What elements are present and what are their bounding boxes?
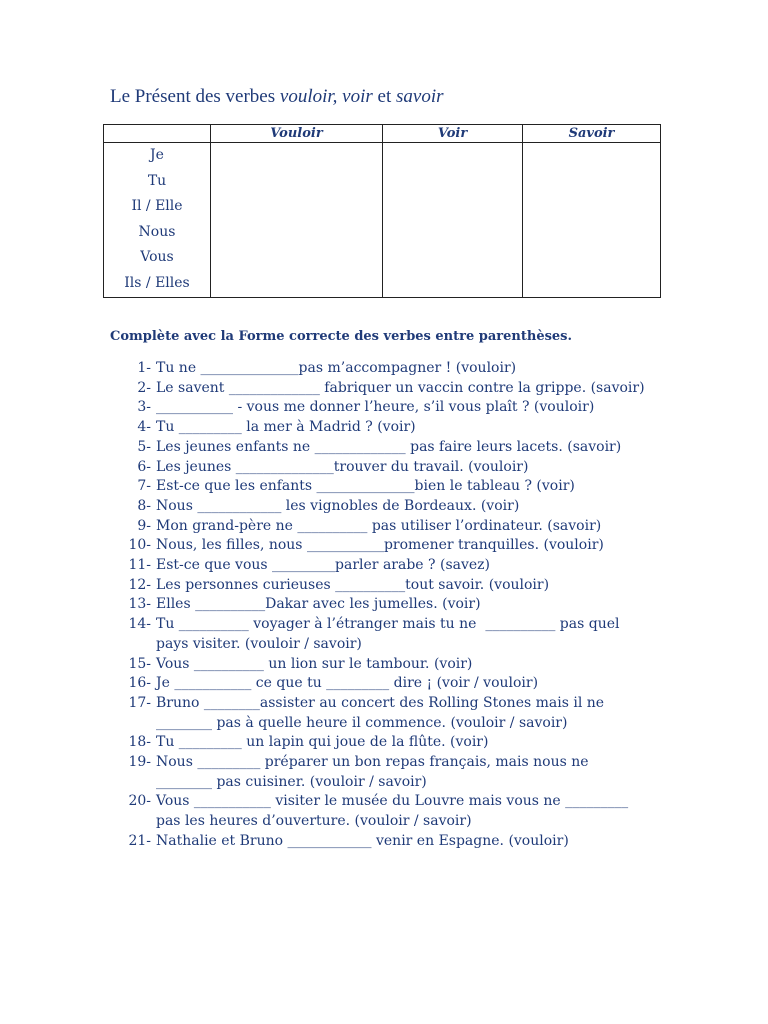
exercise-text: Tu __________ voyager à l’étranger mais tu ne __________ pas quel pays visiter. (vouloir / savoir) — [156, 616, 624, 652]
exercise-number: 19- — [128, 754, 151, 771]
exercise-item — [0, 556, 646, 576]
exercise-text: Est-ce que vous _________parler arabe ? (savez) — [156, 557, 491, 574]
exercise-number: 3- — [137, 399, 151, 416]
exercise-text: Le savent _____________ fabriquer un vaccin contre la grippe. (savoir) — [156, 379, 645, 396]
exercise-number: 12- — [128, 576, 151, 593]
exercise-text: Nous _________ préparer un bon repas français, mais nous ne ________ pas cuisiner. (vouloir / savoir) — [156, 754, 593, 790]
exercise-text: ___________ - vous me donner l’heure, s’il vous plaît ? (vouloir) — [156, 399, 595, 416]
pronoun-nous: Nous — [138, 223, 176, 240]
vouloir-answer-cell[interactable] — [211, 143, 383, 298]
title-conjunction: et — [372, 86, 396, 107]
savoir-answer-cell[interactable] — [523, 143, 661, 298]
exercise-item — [0, 615, 646, 654]
exercise-text: Mon grand-père ne __________ pas utiliser l’ordinateur. (savoir) — [156, 517, 602, 534]
exercise-list — [0, 359, 646, 852]
exercise-number: 18- — [128, 734, 151, 751]
exercise-item — [0, 753, 646, 792]
exercise-item — [0, 497, 646, 517]
exercise-item — [0, 832, 646, 852]
exercise-text: Tu _________ un lapin qui joue de la flûte. (voir) — [156, 734, 489, 751]
exercise-number: 14- — [128, 616, 151, 633]
exercise-number: 1- — [137, 360, 151, 376]
exercise-number: 7- — [137, 478, 151, 495]
exercise-item — [0, 517, 646, 537]
exercise-text: Bruno ________assister au concert des Rolling Stones mais il ne ________ pas à quelle heure il commence. (vouloir / savoir) — [156, 694, 609, 731]
voir-answer-cell[interactable] — [383, 143, 523, 298]
exercise-text: Nous, les filles, nous ___________promener tranquilles. (vouloir) — [156, 537, 604, 554]
table-body-row — [104, 143, 661, 298]
title-text: Le Présent des verbes — [110, 86, 280, 107]
exercise-number: 16- — [128, 675, 151, 692]
exercise-item — [0, 792, 646, 831]
exercise-number: 11- — [128, 557, 151, 574]
exercise-number: 6- — [137, 458, 151, 475]
exercise-item — [0, 655, 646, 675]
exercise-number: 4- — [137, 419, 151, 436]
exercise-item — [0, 458, 646, 478]
title-verb-voir: voir — [342, 86, 373, 107]
exercise-number: 2- — [137, 379, 151, 396]
pronoun-il-elle: Il / Elle — [131, 198, 183, 215]
title-verb-vouloir: vouloir, — [279, 86, 338, 107]
exercise-item — [0, 438, 646, 458]
exercise-text: Les personnes curieuses __________tout savoir. (vouloir) — [156, 576, 550, 593]
exercise-text: Tu _________ la mer à Madrid ? (voir) — [156, 419, 416, 436]
exercise-text: Les jeunes enfants ne _____________ pas faire leurs lacets. (savoir) — [156, 438, 622, 455]
exercise-item — [0, 674, 646, 694]
header-empty — [104, 125, 211, 143]
exercise-number: 17- — [128, 694, 151, 711]
exercise-item — [0, 359, 646, 379]
exercise-number: 10- — [128, 537, 151, 554]
exercise-number: 5- — [137, 438, 151, 455]
table-header-row — [104, 125, 661, 143]
exercise-text: Je ___________ ce que tu _________ dire ¡ (voir / vouloir) — [156, 675, 539, 692]
exercise-item — [0, 595, 646, 615]
pronoun-je: Je — [150, 147, 164, 163]
exercise-item — [0, 536, 646, 556]
exercise-text: Vous __________ un lion sur le tambour. (voir) — [156, 655, 473, 672]
exercise-text: Elles __________Dakar avec les jumelles. (voir) — [156, 596, 481, 613]
exercise-item — [0, 398, 646, 418]
exercise-number: 9- — [137, 517, 151, 534]
title-verb-savoir: savoir — [396, 86, 444, 107]
pronoun-ils-elles: Ils / Elles — [124, 274, 190, 291]
exercise-number: 21- — [128, 832, 151, 849]
exercise-text: Est-ce que les enfants ______________bien le tableau ? (voir) — [156, 478, 575, 495]
pronoun-vous: Vous — [140, 249, 174, 266]
header-savoir: Savoir — [523, 125, 661, 143]
exercise-number: 8- — [137, 497, 151, 514]
exercise-text: Nous ____________ les vignobles de Bordeaux. (voir) — [156, 497, 520, 514]
exercise-number: 15- — [128, 655, 151, 672]
header-vouloir: Vouloir — [211, 125, 383, 143]
exercise-item — [0, 694, 646, 733]
exercise-item — [0, 477, 646, 497]
page-title — [110, 86, 444, 108]
header-voir: Voir — [383, 125, 523, 143]
exercise-text: Tu ne ______________pas m’accompagner ! (vouloir) — [156, 360, 517, 376]
pronoun-tu: Tu — [147, 172, 167, 189]
exercise-text: Les jeunes ______________trouver du travail. (vouloir) — [156, 458, 529, 475]
exercise-item — [0, 576, 646, 596]
exercise-item — [0, 418, 646, 438]
exercise-instructions: Complète avec la Forme correcte des verbes entre parenthèses. — [110, 329, 573, 344]
exercise-number: 20- — [128, 793, 151, 810]
exercise-text: Nathalie et Bruno ____________ venir en Espagne. (vouloir) — [156, 832, 569, 849]
exercise-item — [0, 379, 646, 399]
exercise-item — [0, 733, 646, 753]
exercise-text: Vous ___________ visiter le musée du Louvre mais vous ne _________ pas les heures d’ouverture. (vouloir / savoir) — [156, 793, 633, 830]
exercise-number: 13- — [128, 596, 151, 613]
pronoun-column — [104, 143, 211, 298]
conjugation-table — [103, 124, 661, 298]
